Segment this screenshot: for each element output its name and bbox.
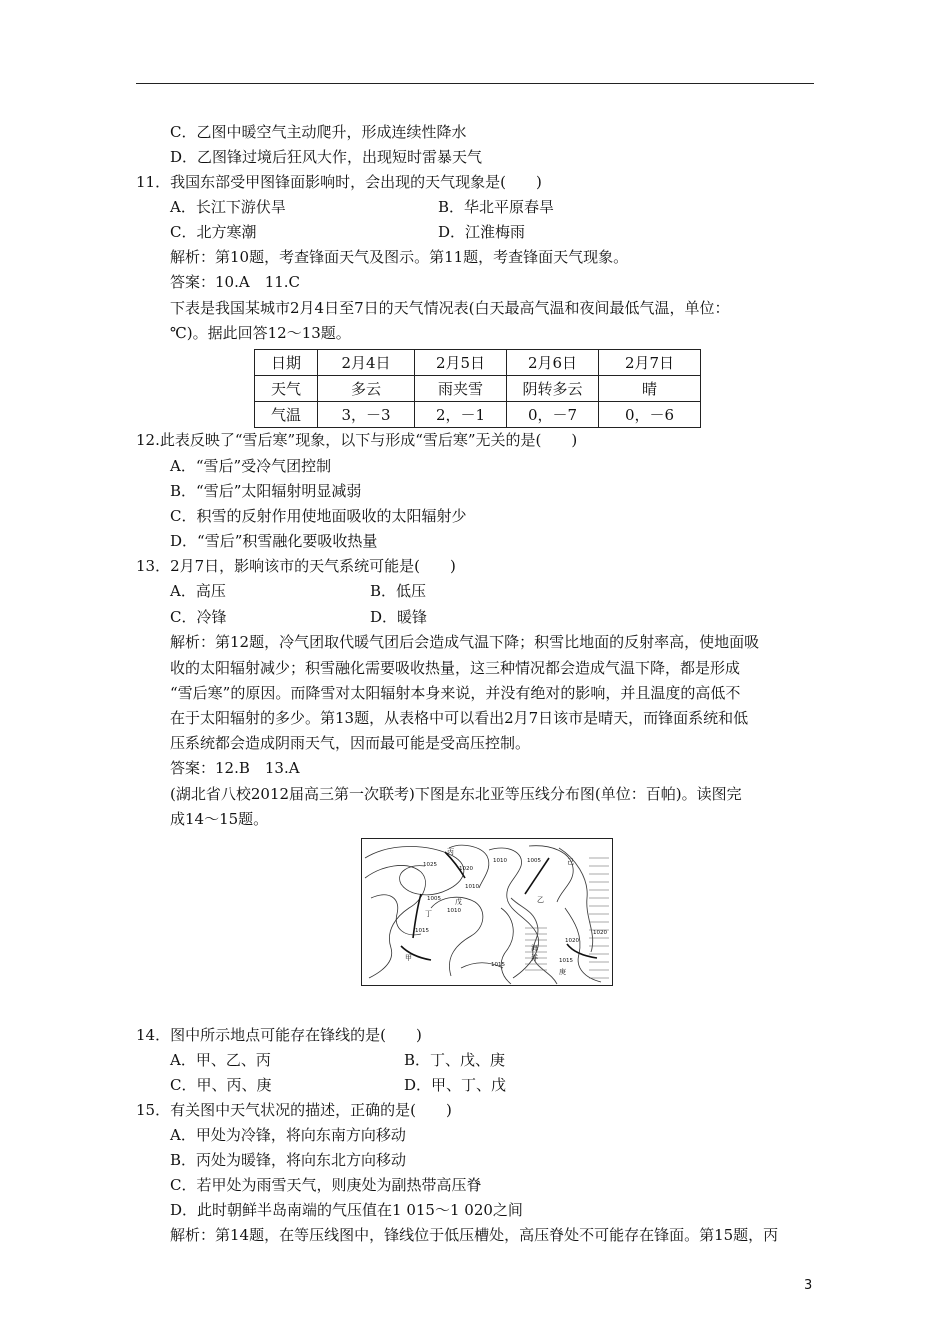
table-cell: 日期: [255, 350, 318, 376]
q14-option-b: B．丁、戊、庚: [404, 1051, 506, 1069]
q12-13-answer: 答案：12.B 13.A: [170, 759, 300, 777]
q12-13-analysis-line4: 在于太阳辐射的多少。第13题，从表格中可以看出2月7日该市是晴天，而锋面系统和低: [170, 709, 749, 727]
q10-option-d: D．乙图锋过境后狂风大作，出现短时雷暴天气: [170, 148, 483, 166]
page-number: 3: [804, 1278, 813, 1293]
q13-option-a: A．高压: [170, 582, 226, 600]
q11-option-a: A．长江下游伏旱: [170, 198, 286, 216]
map-label: 甲: [405, 954, 412, 962]
isobar-value: 1015: [491, 962, 505, 968]
q12-13-analysis-line1: 解析：第12题，冷气团取代暖气团后会造成气温下降；积雪比地面的反射率高，使地面吸: [170, 633, 760, 651]
table-cell: 2月6日: [507, 350, 599, 376]
table-cell: 0，－7: [507, 402, 599, 428]
map-label: 庚: [559, 968, 566, 976]
q12-13-analysis-line5: 压系统都会造成阴雨天气，因而最可能是受高压控制。: [170, 734, 531, 752]
table-cell: 多云: [318, 376, 415, 402]
map-intro-line2: 成14～15题。: [170, 810, 269, 828]
table-intro-line1: 下表是我国某城市2月4日至7日的天气情况表(白天最高气温和夜间最低气温，单位：: [170, 299, 730, 317]
table-row: [255, 350, 701, 376]
map-label: 丁: [425, 910, 432, 918]
table-cell: 阴转多云: [507, 376, 599, 402]
q15-option-b: B．丙处为暖锋，将向东北方向移动: [170, 1151, 407, 1169]
isobar-value: 1005: [527, 858, 541, 864]
map-intro-line1: (湖北省八校2012届高三第一次联考)下图是东北亚等压线分布图(单位：百帕)。读图完: [170, 785, 742, 803]
q14-option-c: C．甲、丙、庚: [170, 1076, 272, 1094]
map-label: 洋: [531, 954, 538, 962]
q11-option-c: C．北方寒潮: [170, 223, 257, 241]
map-label: 己: [567, 858, 574, 866]
map-label: 丙: [447, 848, 454, 856]
q10-11-answer: 答案：10.A 11.C: [170, 273, 301, 291]
table-intro-line2: ℃)。据此回答12～13题。: [170, 324, 351, 342]
q11-option-d: D．江淮梅雨: [438, 223, 526, 241]
weather-table: [254, 349, 701, 428]
table-cell: 2月5日: [415, 350, 507, 376]
q14-stem: 14．图中所示地点可能存在锋线的是( ): [136, 1026, 422, 1044]
q12-option-b: B．“雪后”太阳辐射明显减弱: [170, 482, 362, 500]
table-cell: 雨夹雪: [415, 376, 507, 402]
q15-option-a: A．甲处为冷锋，将向东南方向移动: [170, 1126, 406, 1144]
q13-option-d: D．暖锋: [370, 608, 428, 626]
map-label: 戊: [455, 898, 462, 906]
q15-option-d: D．此时朝鲜半岛南端的气压值在1 015～1 020之间: [170, 1201, 523, 1219]
q15-option-c: C．若甲处为雨雪天气，则庚处为副热带高压脊: [170, 1176, 482, 1194]
q12-option-a: A．“雪后”受冷气团控制: [170, 457, 332, 475]
table-cell: 气温: [255, 402, 318, 428]
isobar-value: 1010: [493, 858, 507, 864]
map-label: 海: [531, 944, 538, 952]
table-cell: 0，－6: [599, 402, 701, 428]
isobar-value: 1020: [593, 930, 607, 936]
q11-option-b: B．华北平原春旱: [438, 198, 555, 216]
header-rule: [136, 83, 814, 84]
isobar-value: 1010: [447, 908, 461, 914]
q12-option-c: C．积雪的反射作用使地面吸收的太阳辐射少: [170, 507, 467, 525]
map-label: 乙: [537, 896, 544, 904]
isobar-value: 1005: [427, 896, 441, 902]
q12-option-d: D．“雪后”积雪融化要吸收热量: [170, 532, 378, 550]
q10-11-analysis: 解析：第10题，考查锋面天气及图示。第11题，考查锋面天气现象。: [170, 248, 629, 266]
isobar-value: 1015: [415, 928, 429, 934]
isobar-value: 1015: [559, 958, 573, 964]
isobar-value: 1020: [565, 938, 579, 944]
isobar-map-figure: [361, 838, 613, 986]
q13-option-c: C．冷锋: [170, 608, 227, 626]
table-cell: 3，－3: [318, 402, 415, 428]
table-cell: 晴: [599, 376, 701, 402]
q13-option-b: B．低压: [370, 582, 427, 600]
q14-option-a: A．甲、乙、丙: [170, 1051, 271, 1069]
q14-option-d: D．甲、丁、戊: [404, 1076, 507, 1094]
q14-15-analysis: 解析：第14题，在等压线图中，锋线位于低压槽处，高压脊处不可能存在锋面。第15题，丙: [170, 1226, 779, 1244]
q10-option-c: C．乙图中暖空气主动爬升，形成连续性降水: [170, 123, 467, 141]
q11-stem: 11．我国东部受甲图锋面影响时，会出现的天气现象是( ): [136, 173, 542, 191]
isobar-value: 1020: [459, 866, 473, 872]
table-cell: 2月4日: [318, 350, 415, 376]
q12-13-analysis-line2: 收的太阳辐射减少；积雪融化需要吸收热量，这三种情况都会造成气温下降，都是形成: [170, 659, 741, 677]
q15-stem: 15．有关图中天气状况的描述，正确的是( ): [136, 1101, 452, 1119]
isobar-value: 1025: [423, 862, 437, 868]
q12-13-analysis-line3: “雪后寒”的原因。而降雪对太阳辐射本身来说，并没有绝对的影响，并且温度的高低不: [170, 684, 741, 702]
q12-stem: 12.此表反映了“雪后寒”现象，以下与形成“雪后寒”无关的是( ): [136, 431, 578, 449]
table-cell: 2，－1: [415, 402, 507, 428]
table-row: [255, 376, 701, 402]
table-cell: 2月7日: [599, 350, 701, 376]
table-row: [255, 402, 701, 428]
isobar-value: 1010: [465, 884, 479, 890]
table-cell: 天气: [255, 376, 318, 402]
q13-stem: 13．2月7日，影响该市的天气系统可能是( ): [136, 557, 456, 575]
